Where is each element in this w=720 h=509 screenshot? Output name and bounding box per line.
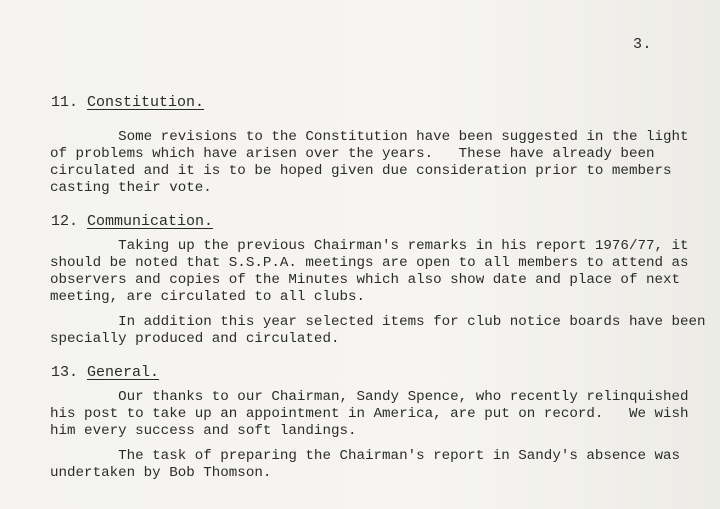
paragraph-communication-2: In addition this year selected items for club notice boards have been specially produced and circulated. <box>50 314 706 347</box>
section-number: 11. <box>51 94 79 111</box>
section-heading-constitution <box>51 94 204 111</box>
paragraph-constitution: Some revisions to the Constitution have been suggested in the light of problems which have arisen over the years. These have already been circulated and it is to be hoped given due consideration prior to members casting their vote. <box>50 129 689 196</box>
paragraph-general-2: The task of preparing the Chairman's report in Sandy's absence was undertaken by Bob Thomson. <box>50 448 681 481</box>
section-heading-general <box>51 364 159 381</box>
paragraph-communication-1: Taking up the previous Chairman's remarks in his report 1976/77, it should be noted that S.S.P.A. meetings are open to all members to attend as observers and copies of the Minutes which also show date and place of next meeting, are circulated to all clubs. <box>50 238 689 305</box>
section-number: 13. <box>51 364 79 381</box>
section-heading-communication <box>51 213 213 230</box>
section-number: 12. <box>51 213 79 230</box>
section-title: Communication. <box>87 213 214 230</box>
page-number: 3. <box>633 36 653 53</box>
section-title: Constitution. <box>87 94 205 111</box>
paragraph-general-1: Our thanks to our Chairman, Sandy Spence, who recently relinquished his post to take up an appointment in America, are put on record. We wish him every success and soft landings. <box>50 389 689 439</box>
section-title: General. <box>87 364 160 381</box>
